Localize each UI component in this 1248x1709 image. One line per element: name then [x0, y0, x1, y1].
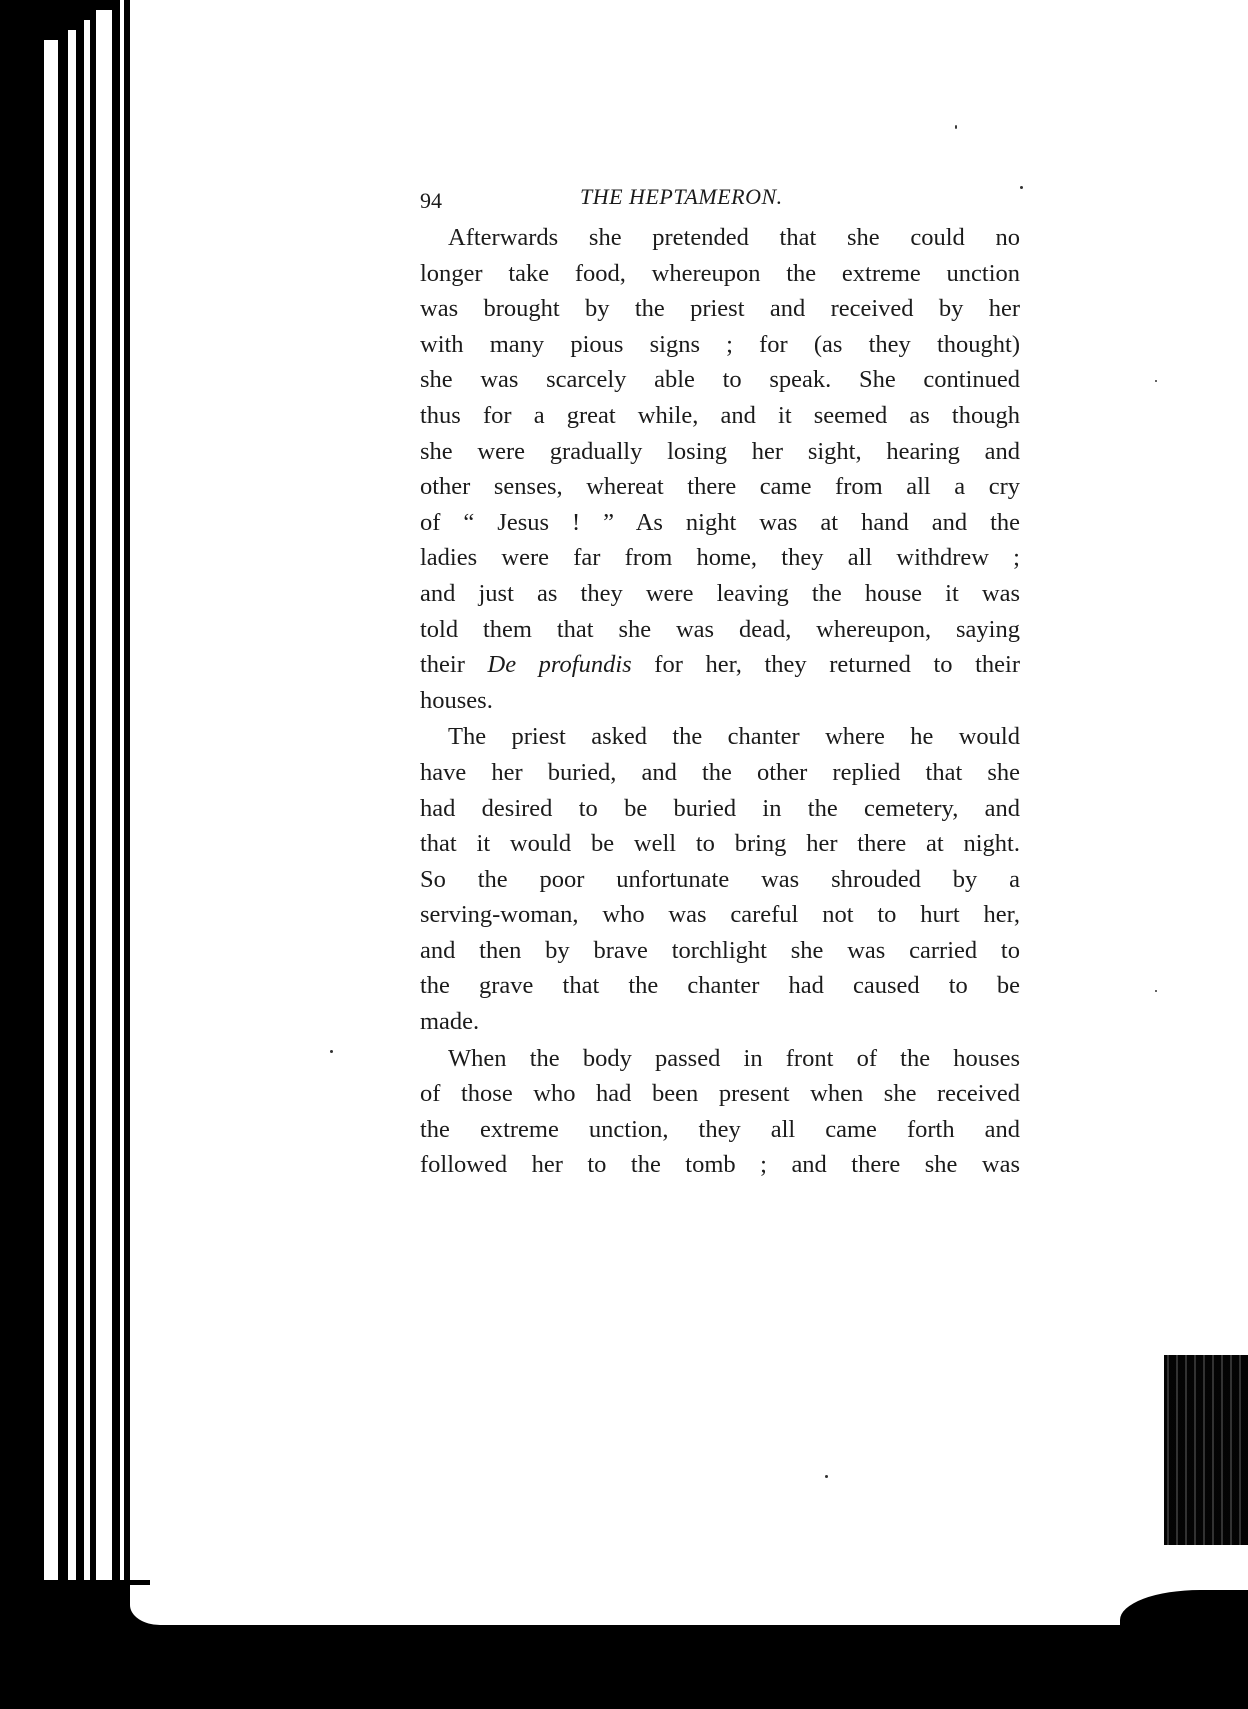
right-edge-shadow [1164, 1355, 1248, 1545]
text-line: longer take food, whereupon the extreme unction [420, 259, 1020, 287]
text-line: houses. [420, 686, 493, 714]
text-line: she were gradually losing her sight, hearing and [420, 437, 1020, 465]
text-line: of “ Jesus ! ” As night was at hand and the [420, 508, 1020, 536]
page-number: 94 [420, 188, 442, 213]
paragraph-2 [420, 719, 1020, 1039]
text-line: was brought by the priest and received by her [420, 295, 1020, 323]
text-line: ladies were far from home, they all withdrew ; [420, 544, 1020, 572]
text-line: When the body passed in front of the houses [448, 1044, 1020, 1072]
running-head [420, 180, 1020, 220]
text-line: told them that she was dead, whereupon, saying [420, 615, 1020, 643]
book-page [420, 180, 1020, 1183]
text-line: the extreme unction, they all came forth and [420, 1115, 1020, 1143]
text-line: thus for a great while, and it seemed as though [420, 401, 1020, 429]
text-line: she was scarcely able to speak. She continued [420, 366, 1020, 394]
text-line: made. [420, 1008, 480, 1036]
text-line: and just as they were leaving the house it was [420, 579, 1020, 607]
text-line: that it would be well to bring her there at night. [420, 830, 1020, 858]
book-spine-edge [0, 0, 150, 1709]
text-line: serving-woman, who was careful not to hurt her, [420, 901, 1020, 929]
text-segment: for her, they returned to their [631, 651, 1020, 679]
text-line: of those who had been present when she received [420, 1080, 1020, 1108]
text-line: and then by brave torchlight she was carried to [420, 936, 1020, 964]
bottom-shadow [0, 1612, 1248, 1709]
text-line: other senses, whereat there came from all a cry [420, 473, 1020, 501]
text-line: Afterwards she pretended that she could no [448, 224, 1020, 251]
text-segment: their [420, 651, 488, 679]
latin-phrase: De profundis [487, 651, 632, 679]
text-line: The priest asked the chanter where he would [448, 723, 1020, 751]
text-line: followed her to the tomb ; and there she was [420, 1151, 1020, 1179]
page-bottom-curve [130, 1585, 1248, 1625]
text-line: So the poor unfortunate was shrouded by a [420, 865, 1020, 893]
paragraph-3 [420, 1041, 1020, 1183]
text-line: the grave that the chanter had caused to be [420, 972, 1020, 1000]
text-line-with-italic [420, 647, 1020, 683]
text-line: had desired to be buried in the cemetery, and [420, 794, 1020, 822]
running-title: THE HEPTAMERON. [580, 184, 783, 209]
text-line: with many pious signs ; for (as they thought) [420, 330, 1020, 358]
text-line: have her buried, and the other replied that she [420, 758, 1020, 786]
paragraph-1 [420, 220, 1020, 718]
